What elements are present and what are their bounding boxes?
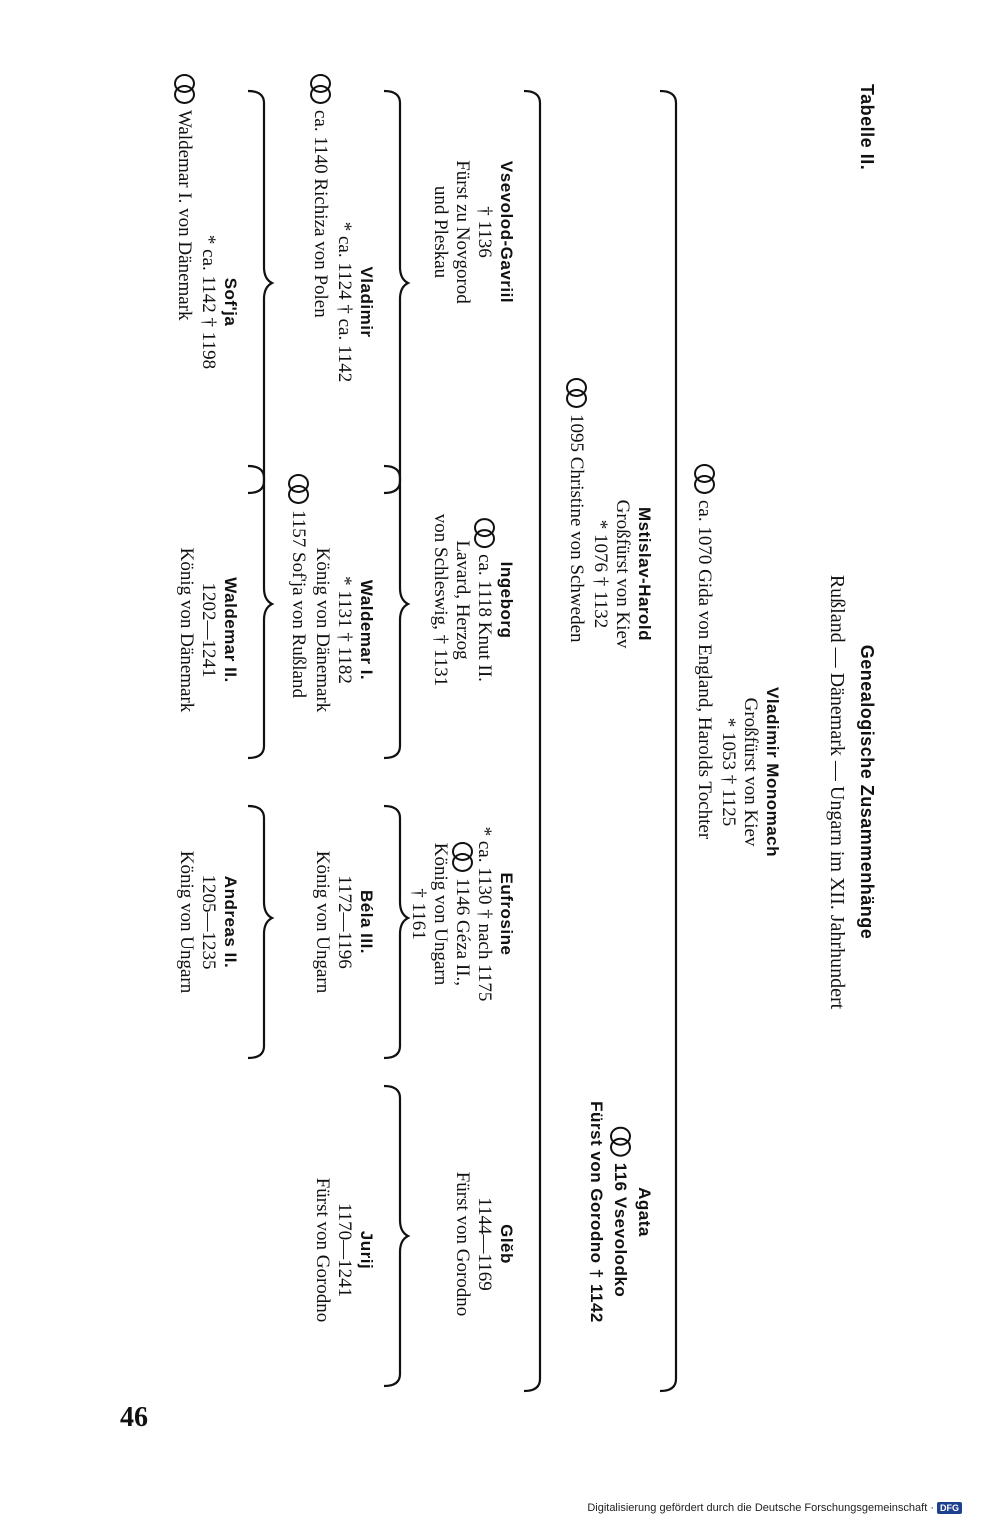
birth-star-icon: * xyxy=(474,826,495,841)
brace-vladimir-sofja xyxy=(242,87,272,507)
person-gleb-name: Glĕb xyxy=(497,1224,516,1264)
eufrosine-dates: ca. 1130 † nach 1175 xyxy=(474,840,495,1002)
person-bela-iii-name: Béla III. xyxy=(357,889,376,955)
marriage-rings-icon xyxy=(476,518,496,548)
person-andreas-ii-line2: König von Ungarn xyxy=(176,850,197,994)
person-jurij-line2: Fürst von Gorodno xyxy=(312,1177,333,1323)
person-eufrosine-star-line xyxy=(473,827,496,1002)
brace-gen2-gen3 xyxy=(518,87,548,1417)
marriage-rings-icon xyxy=(290,474,310,504)
brace-waldemar-waldemar-ii xyxy=(242,462,272,782)
brace-vsevolod-vladimir xyxy=(378,87,408,507)
brace-gen1-gen2 xyxy=(654,87,684,1417)
marriage-text: ca. 1118 Knut II. xyxy=(474,554,495,682)
person-vladimir-name: Vladimir xyxy=(357,266,376,338)
footer-text: Digitalisierung gefördert durch die Deutsche Forschungsgemeinschaft · xyxy=(587,1502,934,1514)
marriage-rings-icon xyxy=(568,378,588,408)
person-mstislav-harold-line2: * 1076 † 1132 xyxy=(590,519,611,629)
table-title: Genealogische Zusammenhänge xyxy=(857,644,877,940)
person-vladimir-monomach-name: Vladimir Monomach xyxy=(763,686,782,858)
person-jurij-line1: 1170—1241 xyxy=(334,1202,355,1298)
person-mstislav-harold-line1: Großfürst von Kiev xyxy=(612,499,633,649)
person-ingeborg-line2: von Schleswig, † 1131 xyxy=(430,513,451,687)
person-waldemar-i-marriage xyxy=(287,474,310,698)
person-mstislav-harold-name: Mstislav-Harold xyxy=(635,506,654,642)
person-vladimir-monomach-line1: Großfürst von Kiev xyxy=(740,697,761,847)
person-waldemar-ii-name: Waldemar II. xyxy=(221,577,240,683)
marriage-rings-icon xyxy=(454,842,474,872)
person-vladimir-monomach-line2: * 1053 † 1125 xyxy=(718,717,739,827)
person-eufrosine-line2: † 1161 xyxy=(408,888,429,940)
person-vladimir-monomach-marriage xyxy=(693,464,716,839)
person-mstislav-harold-marriage xyxy=(565,378,588,643)
marriage-rings-icon xyxy=(612,1127,632,1157)
person-waldemar-ii-line1: 1202—1241 xyxy=(198,582,219,678)
brace-eufrosine-bela xyxy=(378,802,408,1102)
person-bela-iii-line1: 1172—1196 xyxy=(334,875,355,969)
table-subtitle: Rußland — Dänemark — Ungarn im XII. Jahrhundert xyxy=(826,574,848,1010)
brace-gleb-jurij xyxy=(378,1082,408,1422)
person-jurij-name: Jurij xyxy=(357,1230,376,1270)
marriage-rings-icon xyxy=(176,74,196,104)
person-eufrosine-marriage xyxy=(451,842,474,986)
person-ingeborg-line1: Lavard, Herzog xyxy=(452,540,473,660)
rotated-genealogy-table xyxy=(126,32,886,1412)
person-vladimir-line1: * ca. 1124 † ca. 1142 xyxy=(334,221,355,383)
person-vsevolod-gavriil-line3: und Pleskau xyxy=(430,185,451,279)
brace-bela-andreas xyxy=(242,802,272,1102)
person-vsevolod-gavriil-line2: Fürst zu Novgorod xyxy=(452,160,473,304)
person-ingeborg-name: Ingeborg xyxy=(497,561,516,639)
person-andreas-ii-line1: 1205—1235 xyxy=(198,874,219,970)
brace-ingeborg-waldemar xyxy=(378,462,408,782)
person-waldemar-i-line2: König von Dänemark xyxy=(312,547,333,713)
person-vsevolod-gavriil-line1: † 1136 xyxy=(474,206,495,258)
marriage-text: ca. 1140 Richiza von Polen xyxy=(310,110,331,318)
person-sofja-marriage xyxy=(173,74,196,321)
person-waldemar-ii-line2: König von Dänemark xyxy=(176,547,197,713)
table-label: Tabelle II. xyxy=(857,84,877,171)
marriage-text: 1157 Sof'ja von Rußland xyxy=(288,510,309,698)
person-eufrosine-name: Eufrosine xyxy=(497,872,516,956)
person-ingeborg-marriage xyxy=(473,518,496,682)
person-vladimir-marriage xyxy=(309,74,332,318)
page-number: 46 xyxy=(120,1402,148,1433)
person-agata-name: Agata xyxy=(635,1187,654,1237)
marriage-text: 1146 Géza II., xyxy=(452,878,473,986)
person-eufrosine-line1: König von Ungarn xyxy=(430,842,451,986)
person-bela-iii-line2: König von Ungarn xyxy=(312,850,333,994)
person-sofja-name: Sof'ja xyxy=(221,277,240,327)
marriage-text: Waldemar I. von Dänemark xyxy=(174,110,195,321)
marriage-text: 1095 Christine von Schweden xyxy=(566,414,587,643)
person-vsevolod-gavriil-name: Vsevolod-Gavriil xyxy=(497,160,516,304)
person-waldemar-i-line1: * 1131 † 1182 xyxy=(334,576,355,684)
person-waldemar-i-name: Waldemar I. xyxy=(357,579,376,681)
person-sofja-line1: * ca. 1142 † 1198 xyxy=(198,234,219,370)
person-agata-title: Fürst von Gorodno † 1142 xyxy=(587,1101,606,1323)
marriage-rings-icon xyxy=(696,464,716,494)
person-agata-marriage xyxy=(609,1127,632,1298)
marriage-text: ca. 1070 Gida von England, Harolds Tochter xyxy=(694,500,715,840)
person-andreas-ii-name: Andreas II. xyxy=(221,875,240,969)
dfg-logo: DFG xyxy=(937,1502,962,1514)
marriage-rings-icon xyxy=(312,74,332,104)
person-gleb-line1: 1144—1169 xyxy=(474,1197,495,1291)
footer-credit xyxy=(587,1502,962,1514)
person-gleb-line2: Fürst von Gorodno xyxy=(452,1171,473,1317)
marriage-text: 116 Vsevolodko xyxy=(611,1162,630,1298)
